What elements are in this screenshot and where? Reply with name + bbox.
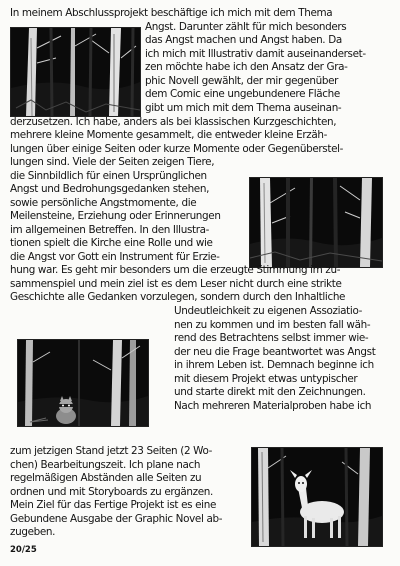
text-line: tionen spielt die Kirche eine Rolle und wie xyxy=(10,237,213,249)
raccoon-illustration xyxy=(18,340,148,426)
text-line: lungen sind. Viele der Seiten zeigen Tiere, xyxy=(10,156,215,168)
text-line: ordnen und mit Storyboards zu ergänzen. xyxy=(10,486,213,498)
text-line: ich mich mit Illustrativ damit auseinanderset- xyxy=(145,48,366,60)
text-line: regelmäßigen Abständen alle Seiten zu xyxy=(10,472,202,484)
text-line: phic Novell gewählt, der mir gegenüber xyxy=(145,75,339,87)
text-line: im allgemeinen Betreffen. In den Illustra- xyxy=(10,224,210,236)
text-line: der neu die Frage beantwortet was Angst xyxy=(174,346,376,358)
text-line: Nach mehreren Materialproben habe ich xyxy=(174,400,372,412)
text-line: hung war. Es geht mir besonders um die erzeugte Stimmung im zu- xyxy=(10,264,341,276)
text-line: zum jetzigen Stand jetzt 23 Seiten (2 Wo- xyxy=(10,445,213,457)
text-line: zugeben. xyxy=(10,526,56,538)
text-line: mit diesem Projekt etwas untypischer xyxy=(174,373,358,385)
text-line: in ihrem Leben ist. Demnach beginne ich xyxy=(174,359,374,371)
text-line: Geschichte alle Gedanken vorzulegen, sondern durch den Inhaltliche xyxy=(10,291,346,303)
text-line: die Angst vor Gott ein Instrument für Erzie- xyxy=(10,251,220,263)
text-line: und starte direkt mit den Zeichnungen. xyxy=(174,386,366,398)
text-line: das Angst machen und Angst haben. Da xyxy=(145,34,342,46)
forest-clearing-image xyxy=(250,178,382,267)
text-line: nen zu kommen und im besten fall wäh- xyxy=(174,319,371,331)
raccoon-forest-image xyxy=(18,340,148,426)
deer-illustration xyxy=(252,448,382,546)
text-line: chen) Bearbeitungszeit. Ich plane nach xyxy=(10,459,201,471)
text-line: Mein Ziel für das Fertige Projekt ist es eine xyxy=(10,499,216,511)
deer-forest-image xyxy=(252,448,382,546)
text-line: Angst und Bedrohungsgedanken stehen, xyxy=(10,183,210,195)
text-line: dem Comic eine ungebundenere Fläche xyxy=(145,88,340,100)
text-line: sowie persönliche Angstmomente, die xyxy=(10,197,197,209)
text-line: Meilensteine, Erziehung oder Erinnerungen xyxy=(10,210,221,222)
text-line: zen möchte habe ich den Ansatz der Gra- xyxy=(145,61,348,73)
text-line: Undeutleichkeit zu eigenen Assoziatio- xyxy=(174,305,363,317)
text-line: sammenspiel und mein ziel ist es dem Leser nicht durch eine strikte xyxy=(10,278,342,290)
text-line: rend des Betrachtens selbst immer wie- xyxy=(174,332,369,344)
text-line: Gebundene Ausgabe der Graphic Novel ab- xyxy=(10,513,223,525)
text-line: gibt um mich mit dem Thema auseinan- xyxy=(145,102,342,114)
page-number: 20/25 xyxy=(10,545,37,555)
text-line: die Sinnbildlich für einen Ursprünglichen xyxy=(10,170,207,182)
text-line: derzusetzen. Ich habe, anders als bei klassischen Kurzgeschichten, xyxy=(10,116,337,128)
text-line: lungen über einige Seiten oder kurze Momente oder Gegenüberstel- xyxy=(10,143,344,155)
forest-trees-image xyxy=(11,28,140,116)
text-line: Angst. Darunter zählt für mich besonders xyxy=(145,21,347,33)
forest-illustration-2 xyxy=(250,178,382,267)
text-line: In meinem Abschlussprojekt beschäftige ich mich mit dem Thema xyxy=(10,7,333,19)
forest-illustration-1 xyxy=(11,28,140,116)
text-line: mehrere kleine Momente gesammelt, die entweder kleine Erzäh- xyxy=(10,129,328,141)
